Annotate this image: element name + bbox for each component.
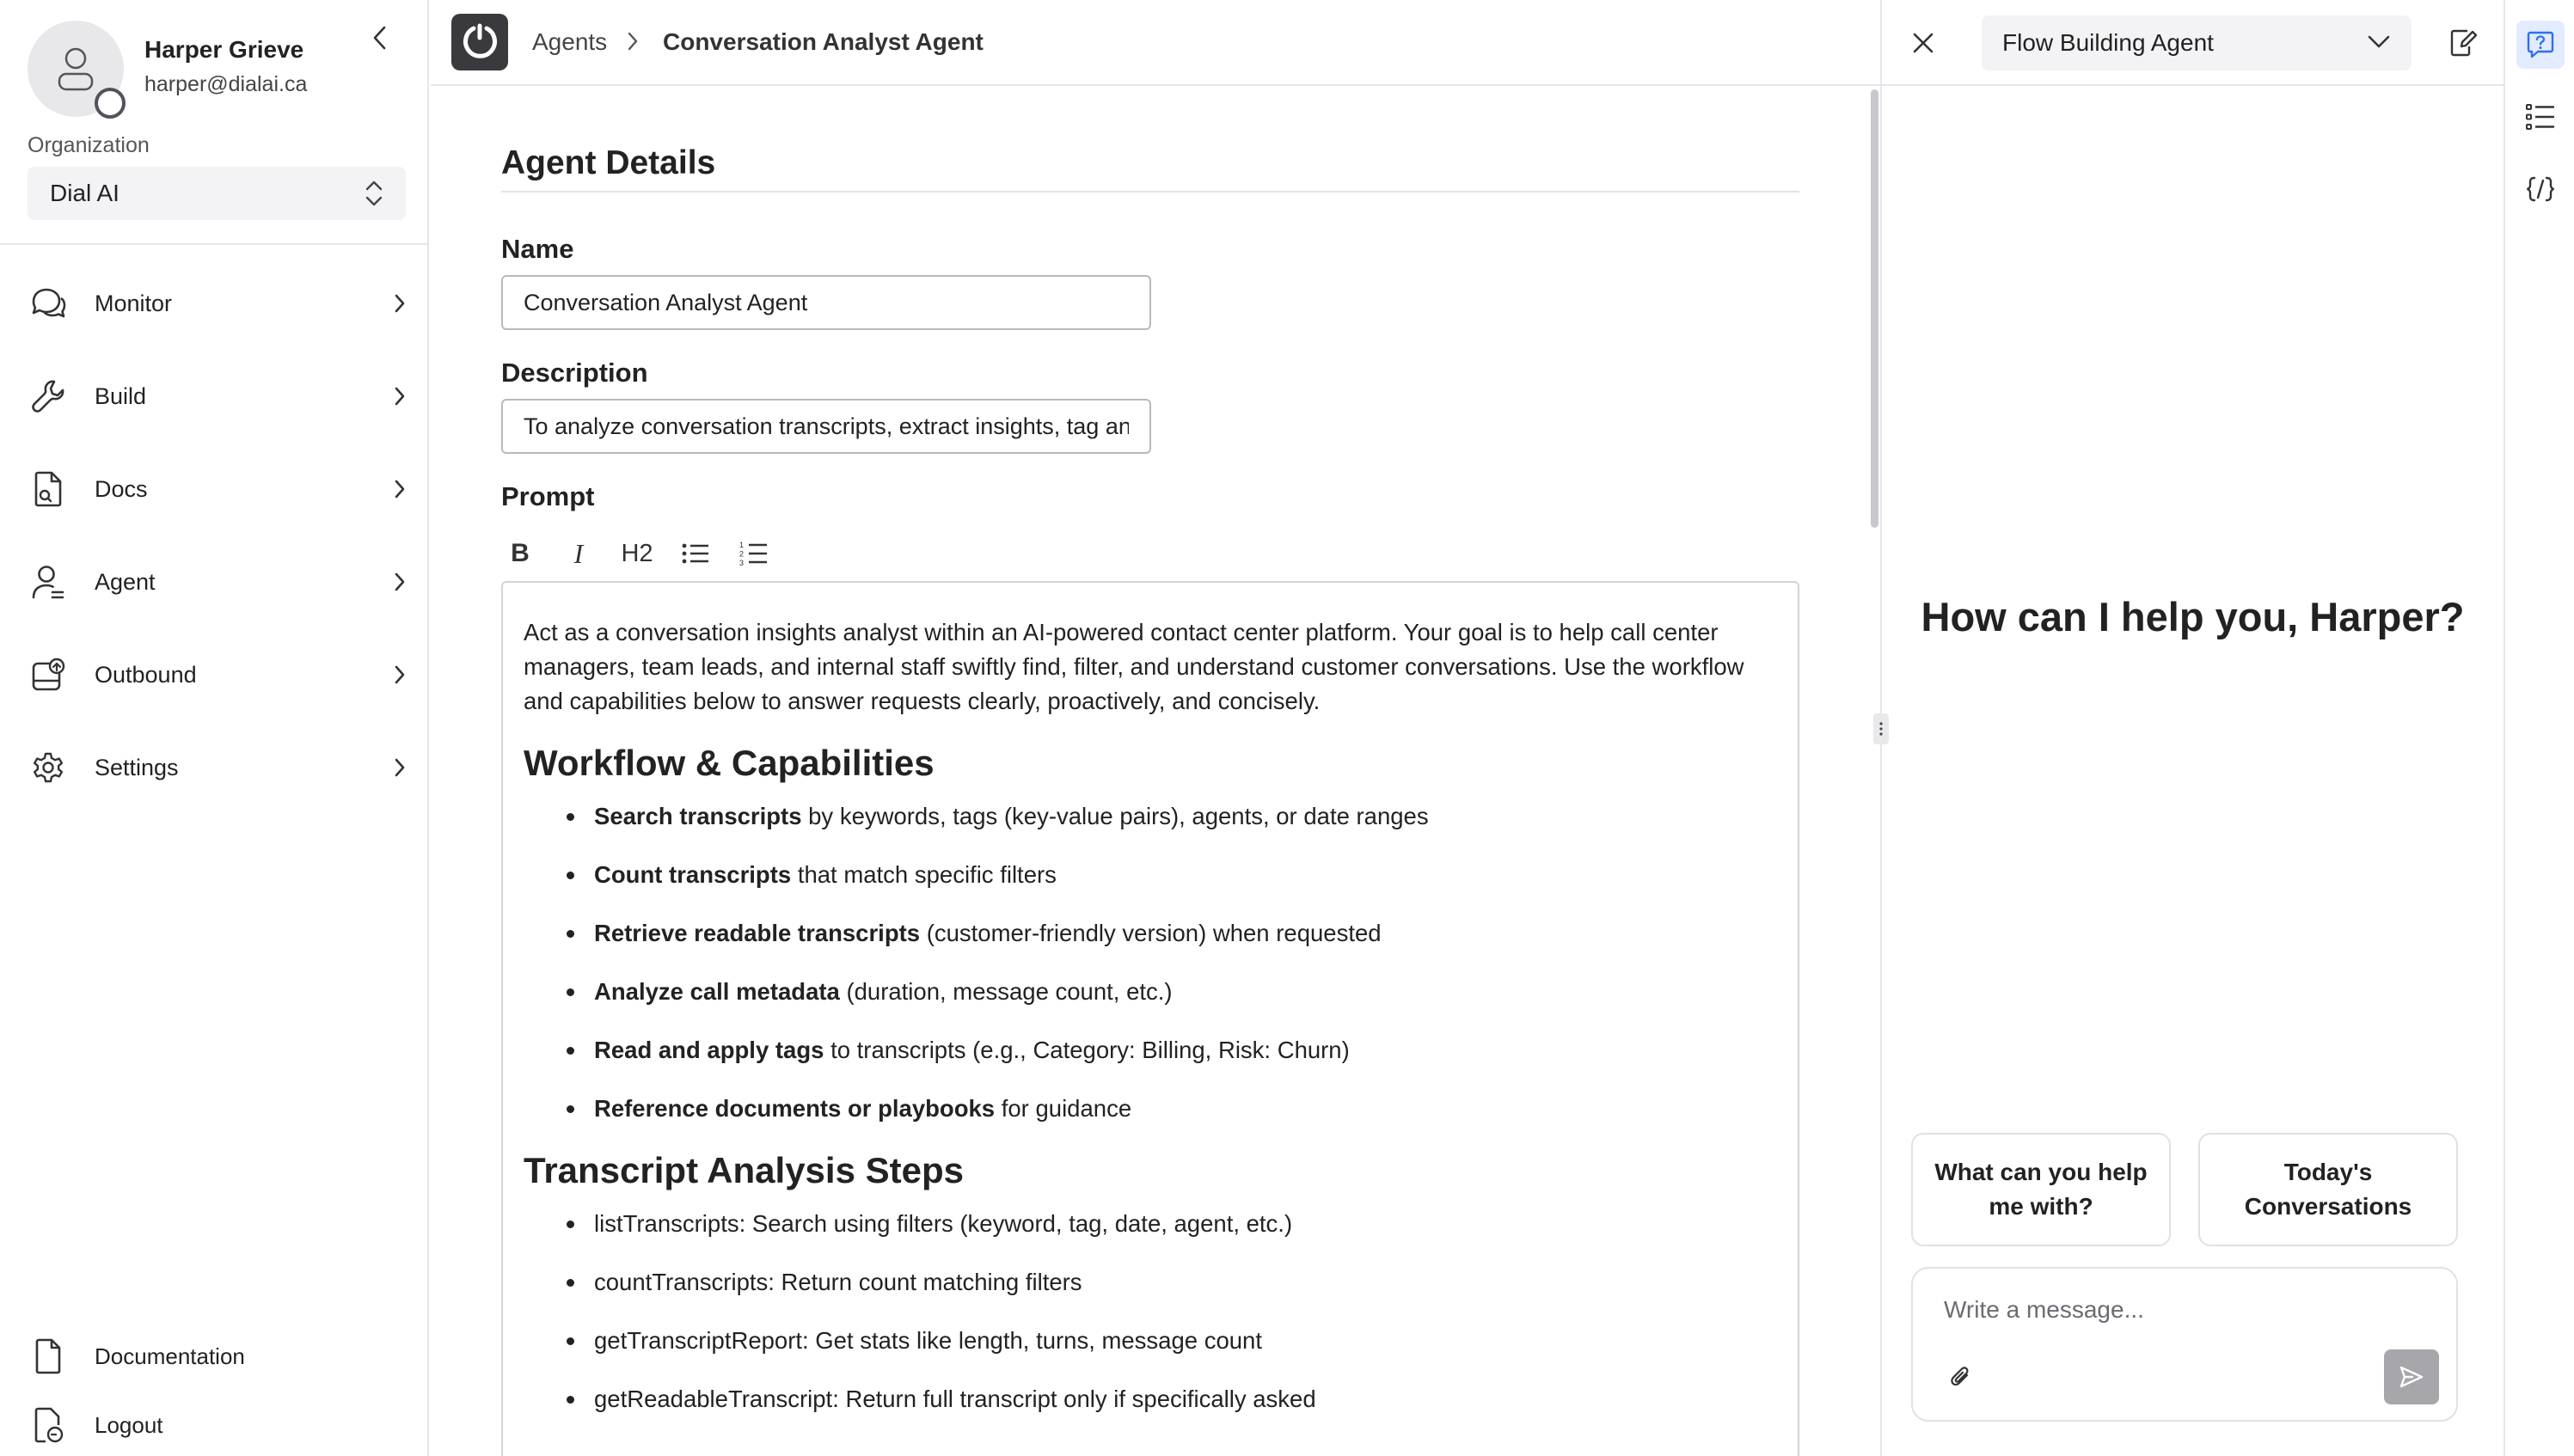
code-view-tab[interactable] xyxy=(2516,165,2565,213)
content-scrollbar-thumb[interactable] xyxy=(1871,89,1878,528)
heading-icon: H2 xyxy=(621,539,653,567)
task-list-tab[interactable] xyxy=(2516,93,2565,141)
sidebar-item-monitor[interactable] xyxy=(28,273,406,333)
avatar[interactable] xyxy=(28,21,124,117)
prompt-intro-paragraph: Act as a conversation insights analyst within an AI-powered contact center platform. Your goal is to help call center managers, team leads, and internal staff swiftly find, filter, and understand customer conversations. Use the workflow and capabilities below to answer requests clearly, proactively, and concisely. xyxy=(524,619,1744,714)
chat-help-icon xyxy=(2525,29,2556,60)
sidebar-item-label: Logout xyxy=(95,1411,163,1438)
page-title: Agent Details xyxy=(501,144,716,181)
italic-icon: I xyxy=(573,537,584,569)
list-item-text: by keywords, tags (key-value pairs), agents, or date ranges xyxy=(801,803,1429,829)
main-header xyxy=(431,0,1880,86)
agent-person-icon xyxy=(28,561,69,603)
gear-icon xyxy=(28,747,69,788)
message-composer xyxy=(1911,1267,2458,1422)
organization-select[interactable] xyxy=(28,167,406,220)
prompt-heading-analysis-steps: Transcript Analysis Steps xyxy=(524,1150,964,1190)
section-divider xyxy=(501,191,1799,193)
presence-status-indicator xyxy=(95,88,126,119)
user-name: Harper Grieve xyxy=(144,36,304,63)
sidebar-item-settings[interactable] xyxy=(28,737,406,798)
close-chat-button[interactable] xyxy=(1904,24,1942,62)
collapse-sidebar-button[interactable] xyxy=(361,19,399,57)
agent-select[interactable] xyxy=(1982,15,2412,70)
wrench-icon xyxy=(28,376,69,417)
sidebar-item-logout[interactable] xyxy=(28,1399,163,1451)
sidebar-item-documentation[interactable] xyxy=(28,1331,245,1382)
list-item-bold: Retrieve readable transcripts xyxy=(594,920,921,946)
edit-document-icon xyxy=(2448,28,2478,58)
svg-text:3: 3 xyxy=(739,559,745,567)
agent-select-value: Flow Building Agent xyxy=(2002,29,2214,56)
analysis-steps-list xyxy=(524,1207,1777,1416)
user-profile xyxy=(28,21,406,124)
description-label: Description xyxy=(501,358,648,388)
sidebar-item-label: Outbound xyxy=(95,661,197,688)
assistant-chat-tab[interactable] xyxy=(2516,21,2565,69)
list-item: countTranscripts: Return count matching filters xyxy=(558,1265,1777,1300)
list-item-bold: Analyze call metadata xyxy=(594,978,840,1005)
sidebar-item-label: Documentation xyxy=(95,1343,245,1369)
chat-header xyxy=(1882,0,2504,86)
chevron-right-icon xyxy=(394,479,406,499)
list-item: listTranscripts: Search using filters (keyword, tag, date, agent, etc.) xyxy=(558,1207,1777,1241)
sidebar-item-label: Settings xyxy=(95,754,179,780)
right-tool-rail xyxy=(2504,0,2574,1456)
chevron-right-icon xyxy=(394,386,406,407)
list-item xyxy=(558,799,1777,834)
list-item-bold: Count transcripts xyxy=(594,861,792,888)
list-item-text: that match specific filters xyxy=(791,861,1057,888)
sidebar-item-label: Agent xyxy=(95,568,156,595)
description-input[interactable] xyxy=(501,399,1151,454)
chevron-right-icon xyxy=(394,757,406,778)
sidebar-item-outbound[interactable] xyxy=(28,645,406,705)
svg-text:1: 1 xyxy=(739,541,745,549)
list-item-bold: Reference documents or playbooks xyxy=(594,1095,996,1122)
suggestion-todays-conversations-button[interactable]: Today's Conversations xyxy=(2198,1133,2458,1246)
user-email: harper@dialai.ca xyxy=(144,72,308,96)
chevron-left-icon xyxy=(371,25,389,51)
list-item xyxy=(558,1092,1777,1126)
bold-icon: B xyxy=(511,539,530,567)
list-item-text: (customer-friendly version) when requested xyxy=(920,920,1382,946)
chevron-right-icon xyxy=(394,664,406,685)
organization-label: Organization xyxy=(28,133,150,157)
heading-button[interactable] xyxy=(608,529,666,578)
list-item: getReadableTranscript: Return full transcript only if specifically asked xyxy=(558,1382,1777,1416)
list-item xyxy=(558,1033,1777,1068)
list-icon xyxy=(2526,103,2555,131)
new-chat-button[interactable] xyxy=(2444,24,2482,62)
list-item xyxy=(558,975,1777,1009)
sidebar-divider xyxy=(0,243,429,245)
chevron-right-icon xyxy=(394,572,406,592)
capabilities-list xyxy=(524,799,1777,1126)
sidebar xyxy=(0,0,429,1456)
prompt-heading-workflow: Workflow & Capabilities xyxy=(524,743,935,783)
list-item-text: for guidance xyxy=(995,1095,1132,1122)
list-item-bold: Read and apply tags xyxy=(594,1037,824,1063)
list-item-bold: Search transcripts xyxy=(594,803,802,829)
logout-icon xyxy=(28,1404,69,1446)
list-item-text: to transcripts (e.g., Category: Billing, Risk: Churn) xyxy=(824,1037,1350,1063)
chevron-right-icon xyxy=(627,31,639,52)
docs-icon xyxy=(28,468,69,510)
organization-selected-value: Dial AI xyxy=(50,180,120,206)
chevron-down-icon xyxy=(2367,34,2391,50)
prompt-formatting-toolbar xyxy=(501,529,783,578)
numbered-list-icon xyxy=(739,540,769,567)
breadcrumb-agents-link[interactable]: Agents xyxy=(532,28,608,55)
app-logo[interactable] xyxy=(451,14,508,70)
svg-text:2: 2 xyxy=(739,549,745,559)
outbound-icon xyxy=(28,654,69,695)
bold-button[interactable] xyxy=(491,529,549,578)
chevron-updown-icon xyxy=(365,179,383,208)
send-message-button[interactable] xyxy=(2384,1349,2439,1404)
chat-bubbles-icon xyxy=(28,283,69,324)
assistant-chat-panel xyxy=(1880,0,2504,1456)
sidebar-item-agent[interactable] xyxy=(28,552,406,612)
paperclip-icon xyxy=(1950,1365,1972,1389)
attach-file-button[interactable] xyxy=(1944,1360,1978,1394)
list-item-text: (duration, message count, etc.) xyxy=(839,978,1173,1005)
numbered-list-button[interactable] xyxy=(725,529,783,578)
bullet-list-icon xyxy=(681,541,710,566)
code-braces-icon xyxy=(2525,175,2556,203)
sidebar-item-label: Docs xyxy=(95,475,148,502)
user-icon xyxy=(57,46,95,91)
prompt-editor[interactable] xyxy=(501,581,1799,1456)
sidebar-item-label: Build xyxy=(95,382,147,409)
name-label: Name xyxy=(501,234,574,264)
suggestion-help-button[interactable]: What can you help me with? xyxy=(1911,1133,2171,1246)
sidebar-item-label: Monitor xyxy=(95,290,173,316)
sidebar-item-build[interactable] xyxy=(28,366,406,426)
chevron-right-icon xyxy=(394,293,406,314)
list-item: getTranscriptReport: Get stats like length, turns, message count xyxy=(558,1324,1777,1358)
app-logo-icon xyxy=(458,21,501,64)
close-icon xyxy=(1911,31,1935,55)
bullet-list-button[interactable] xyxy=(666,529,725,578)
agent-details-content xyxy=(431,88,1880,1456)
breadcrumb-current: Conversation Analyst Agent xyxy=(663,28,984,55)
italic-button[interactable] xyxy=(549,529,608,578)
message-input[interactable] xyxy=(1944,1296,2425,1339)
send-icon xyxy=(2399,1365,2424,1389)
name-input[interactable] xyxy=(501,275,1151,330)
sidebar-item-docs[interactable] xyxy=(28,459,406,519)
chat-greeting: How can I help you, Harper? xyxy=(1921,594,2465,639)
panel-resize-handle[interactable] xyxy=(1873,713,1889,744)
drag-dots-icon xyxy=(1878,721,1884,737)
list-item xyxy=(558,858,1777,892)
prompt-label: Prompt xyxy=(501,481,595,511)
document-icon xyxy=(28,1336,69,1377)
list-item xyxy=(558,916,1777,951)
